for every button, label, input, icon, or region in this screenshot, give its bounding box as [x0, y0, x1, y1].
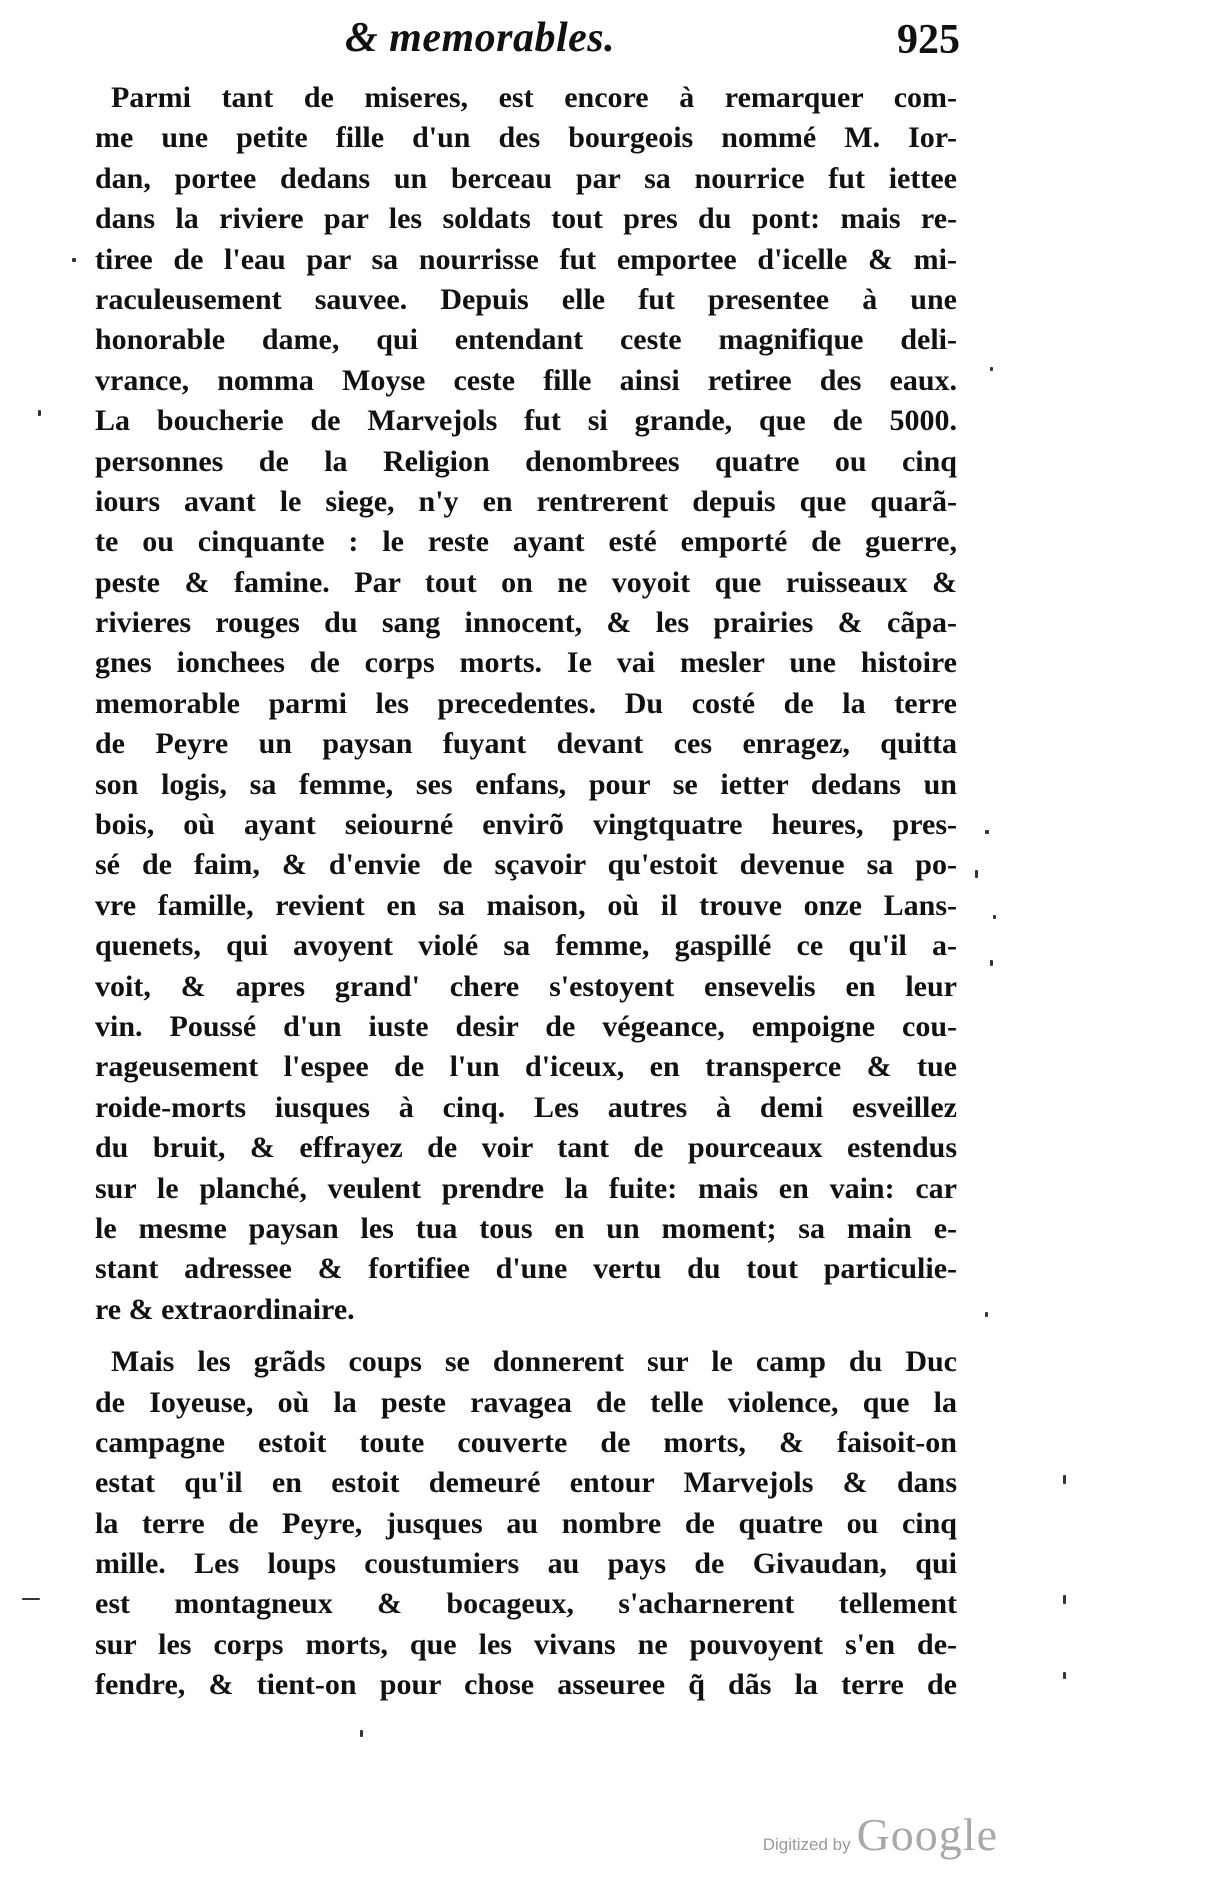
speck	[1063, 1595, 1066, 1604]
speck	[975, 870, 978, 878]
speck	[1063, 1672, 1066, 1679]
watermark-prefix: Digitized by	[762, 1835, 851, 1854]
text-line: Parmi tant de miseres, est encore à remarquer com-	[111, 81, 957, 114]
text-line: sur les corps morts, que les vivans ne pouvoyent s'en de-	[95, 1627, 957, 1661]
text-line: du bruit, & effrayez de voir tant de pourceaux estendus	[95, 1131, 957, 1165]
text-line: mille. Les loups coustumiers au pays de Givaudan, qui	[95, 1547, 957, 1581]
text-line: sur le planché, veulent prendre la fuite: mais en vain: car	[95, 1171, 957, 1205]
speck	[993, 915, 996, 919]
text-line: quenets, qui avoyent violé sa femme, gaspillé ce qu'il a-	[95, 929, 957, 963]
paragraph-2	[95, 1342, 957, 1706]
speck	[985, 830, 989, 834]
text-line: honorable dame, qui entendant ceste magnifique deli-	[95, 323, 957, 357]
speck	[72, 258, 76, 262]
text-line: est montagneux & bocageux, s'acharnerent tellement	[95, 1587, 957, 1621]
text-line: raculeusement sauvee. Depuis elle fut presentee à une	[95, 282, 957, 316]
body-text	[95, 78, 957, 1706]
text-line: fendre, & tient-on pour chose asseuree q̃ dãs la terre de	[95, 1668, 957, 1702]
text-line: de Ioyeuse, où la peste ravagea de telle violence, que la	[95, 1385, 957, 1419]
page-header	[90, 14, 960, 66]
text-line: le mesme paysan les tua tous en un moment; sa main e-	[95, 1211, 957, 1245]
speck	[990, 960, 993, 966]
text-line: La boucherie de Marvejols fut si grande, que de 5000.	[95, 404, 957, 438]
text-line: te ou cinquante : le reste ayant esté emporté de guerre,	[95, 525, 957, 559]
speck	[38, 410, 41, 416]
speck	[360, 1730, 363, 1737]
speck	[22, 1598, 40, 1600]
text-line: sé de faim, & d'envie de sçavoir qu'estoit devenue sa po-	[95, 848, 957, 882]
text-line: voit, & apres grand' chere s'estoyent ensevelis en leur	[95, 969, 957, 1003]
text-line: vrance, nomma Moyse ceste fille ainsi retiree des eaux.	[95, 363, 957, 397]
speck	[990, 367, 993, 371]
digitized-watermark	[763, 1808, 998, 1861]
google-logo: Google	[856, 1809, 998, 1860]
speck	[1063, 1475, 1066, 1484]
text-line: la terre de Peyre, jusques au nombre de quatre ou cinq	[95, 1506, 957, 1540]
text-line: roide-morts iusques à cinq. Les autres à demi esveillez	[95, 1090, 957, 1124]
text-line: personnes de la Religion denombrees quatre ou cinq	[95, 444, 957, 478]
text-line: estat qu'il en estoit demeuré entour Marvejols & dans	[95, 1466, 957, 1500]
text-line: campagne estoit toute couverte de morts, & faisoit-on	[95, 1425, 957, 1459]
text-line: tiree de l'eau par sa nourrisse fut emportee d'icelle & mi-	[95, 242, 957, 276]
text-line: iours avant le siege, n'y en rentrerent depuis que quarã-	[95, 484, 957, 518]
running-head: & memorables.	[345, 15, 616, 61]
text-line: dans la riviere par les soldats tout pres du pont: mais re-	[95, 202, 957, 236]
speck	[985, 1312, 988, 1317]
text-line: re & extraordinaire.	[95, 1292, 355, 1326]
text-line: vin. Poussé d'un iuste desir de végeance, empoigne cou-	[95, 1009, 957, 1043]
page-number: 925	[897, 17, 960, 63]
text-line: gnes ionchees de corps morts. Ie vai mesler une histoire	[95, 646, 957, 680]
text-line: dan, portee dedans un berceau par sa nourrice fut iettee	[95, 161, 957, 195]
text-line: peste & famine. Par tout on ne voyoit que ruisseaux &	[95, 565, 957, 599]
text-line: son logis, sa femme, ses enfans, pour se ietter dedans un	[95, 767, 957, 801]
text-line: bois, où ayant seiourné envirõ vingtquatre heures, pres-	[95, 808, 957, 842]
text-line: de Peyre un paysan fuyant devant ces enragez, quitta	[95, 727, 957, 761]
paragraph-1	[95, 78, 957, 1330]
text-line: memorable parmi les precedentes. Du costé de la terre	[95, 686, 957, 720]
text-line: stant adressee & fortifiee d'une vertu du tout particulie-	[95, 1252, 957, 1286]
paragraph-gap	[95, 1330, 957, 1342]
text-line: me une petite fille d'un des bourgeois nommé M. Ior-	[95, 121, 957, 155]
text-line: rivieres rouges du sang innocent, & les prairies & cãpa-	[95, 606, 957, 640]
text-line: vre famille, revient en sa maison, où il trouve onze Lans-	[95, 888, 957, 922]
text-line: Mais les grãds coups se donnerent sur le camp du Duc	[111, 1345, 957, 1379]
text-line: rageusement l'espee de l'un d'iceux, en transperce & tue	[95, 1050, 957, 1084]
